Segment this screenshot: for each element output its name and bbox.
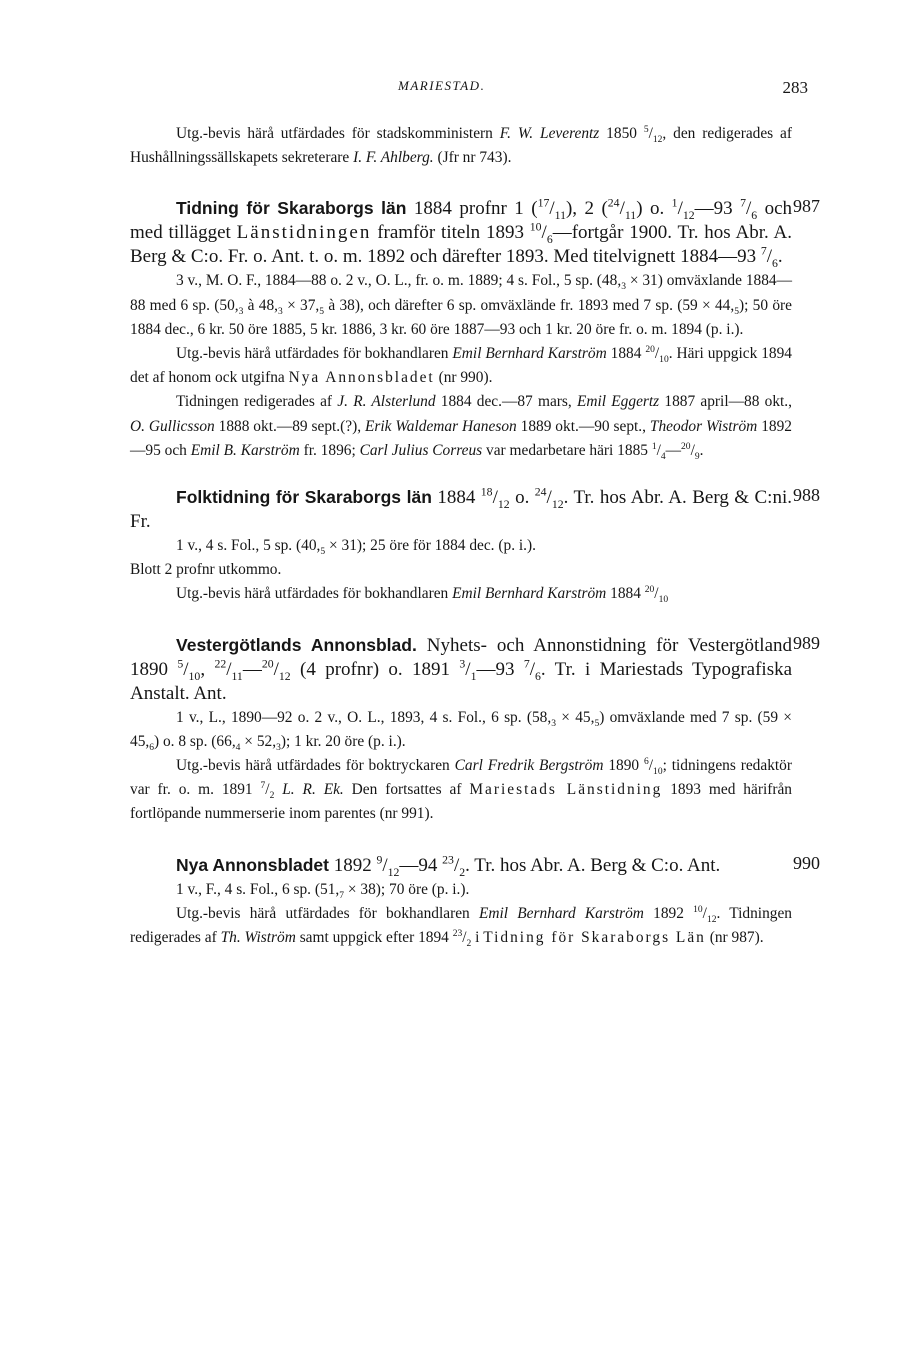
- entry-number: 987: [793, 196, 820, 217]
- entry-title: Folktidning för Skaraborgs län: [176, 487, 432, 508]
- entry-heading: Vestergötlands Annonsblad. Nyhets- och Annonstidning för Vestergötland 1890 $^5/_{10}$, $^{22}/_{11}—^{20}/_{12}$ (4 profnr) o. 1891 $^3/_1—93$ $^7/_6$. Tr. i Mariestads Typografiska Anstalt. Ant.: [130, 634, 793, 704]
- entry-989: [130, 632, 820, 827]
- entry-title: Nya Annonsbladet: [176, 854, 329, 875]
- entry-988: [130, 485, 820, 607]
- entry-publisher-note: Utg.-bevis härå utfärdades för bokhandlaren Emil Bernhard Karström 1884 $^{20}/_{10}$. Häri uppgick 1894 det af honom ock utgifna Nya Annonsbladet (nr 990).: [130, 343, 793, 387]
- entry-details: 1 v., 4 s. Fol., 5 sp. $(40,_5 \times 31)$; 25 öre för 1884 dec. (p. i.).: [176, 537, 536, 558]
- entry-publisher-note: Utg.-bevis härå utfärdades för boktryckaren Carl Fredrik Bergström 1890 $^6/_{10}$; tidningens redaktör var fr. o. m. 1891 $^7/_2$ L. R. Ek. Den fortsattes af Mariestads Länstidning 1893 med härifrån fortlöpande nummerserie inom parentes (nr 991).: [130, 755, 793, 823]
- entry-number: 989: [793, 632, 820, 653]
- running-title: MARIESTAD.: [398, 78, 486, 93]
- entry-heading: Nya Annonsbladet 1892 $^9/_{12}—94$ $^{23}/_2$. Tr. hos Abr. A. Berg & C:o. Ant.: [176, 853, 721, 879]
- entry-publisher-note: Utg.-bevis härå utfärdades för bokhandlaren Emil Bernhard Karström 1892 $^{10}/_{12}$. Tidningen redigerades af Th. Wiström samt uppgick efter 1894 $^{23}/_2$ i Tidning för Skaraborgs Län (nr 987).: [130, 903, 792, 950]
- entry-details: 1 v., F., 4 s. Fol., 6 sp. $(51,_7 \times 38)$; 70 öre (p. i.).: [176, 880, 470, 901]
- entry-title: Tidning för Skaraborgs län: [176, 198, 407, 219]
- page-number: 283: [782, 78, 808, 97]
- entry-990: [130, 852, 820, 951]
- page-body: [130, 122, 820, 950]
- entry-heading: Tidning för Skaraborgs län 1884 profnr 1 $(^{17}/_{11})$, 2 $(^{24}/_{11})$ o. $^1/_{12}—93$ $^7/_6$ och med tillägget Länstidningen framför titeln 1893 $^{10}/_6—fortgår$ 1900. Tr. hos Abr. A. Berg & C:o. Fr. o. Ant. t. o. m. 1892 och därefter 1893. Med titelvignett 1884—93 $^7/_6$.: [130, 197, 793, 271]
- entry-editors-note: Tidningen redigerades af J. R. Alsterlund 1884 dec.—87 mars, Emil Eggertz 1887 april—88 okt., O. Gullicsson 1888 okt.—89 sept.(?), Erik Waldemar Haneson 1889 okt.—90 sept., Theodor Wiström 1892—95 och Emil B. Karström fr. 1896; Carl Julius Correus var medarbetare häri 1885 $^1/_4—^{20}/_9$.: [130, 393, 792, 462]
- entry-remark: Blott 2 profnr utkommo.: [130, 561, 282, 579]
- entry-number: 988: [793, 485, 820, 506]
- entry-publisher-note: Utg.-bevis härå utfärdades för bokhandlaren Emil Bernhard Karström 1884 $^{20}/_{10}$: [176, 584, 669, 606]
- entry-heading: Folktidning för Skaraborgs län 1884 $^{18}/_{12}$ o. $^{24}/_{12}$. Tr. hos Abr. A. Berg & C:ni. Fr.: [130, 485, 792, 533]
- entry-details: 3 v., M. O. F., 1884—88 o. 2 v., O. L., fr. o. m. 1889; 4 s. Fol., 5 sp. $(48,_3 \times 31)$ omväxlande 1884—88 med 6 sp. ($50,_3$ à $48,_3 \times 37,_5$ à 38), och därefter 6 sp. omväxlände fr. 1893 med 7 sp. $(59 \times 44,_5)$; 50 öre 1884 dec., 6 kr. 50 öre 1885, 5 kr. 1886, 3 kr. 60 öre 1887—93 och 1 kr. 20 öre fr. o. m. 1894 (p. i.).: [130, 272, 793, 338]
- page-header: [130, 78, 810, 104]
- entry-987: [130, 196, 820, 463]
- entry-number: 990: [793, 852, 820, 873]
- entry-details: 1 v., L., 1890—92 o. 2 v., O. L., 1893, 4 s. Fol., 6 sp. $(58,_3 \times 45,_5)$ omväxlande med 7 sp. $(59 \times 45,_6)$ o. 8 sp. $(66,_4 \times 52,_3)$; 1 kr. 20 öre (p. i.).: [130, 708, 792, 753]
- entry-title: Vestergötlands Annonsblad.: [176, 634, 417, 655]
- intro-paragraph: Utg.-bevis härå utfärdades för stadskomministern F. W. Leverentz 1850 $^5/_{12}$, den redigerades af Hushållningssällskapets sekreterare I. F. Ahlberg. (Jfr nr 743).: [130, 123, 793, 167]
